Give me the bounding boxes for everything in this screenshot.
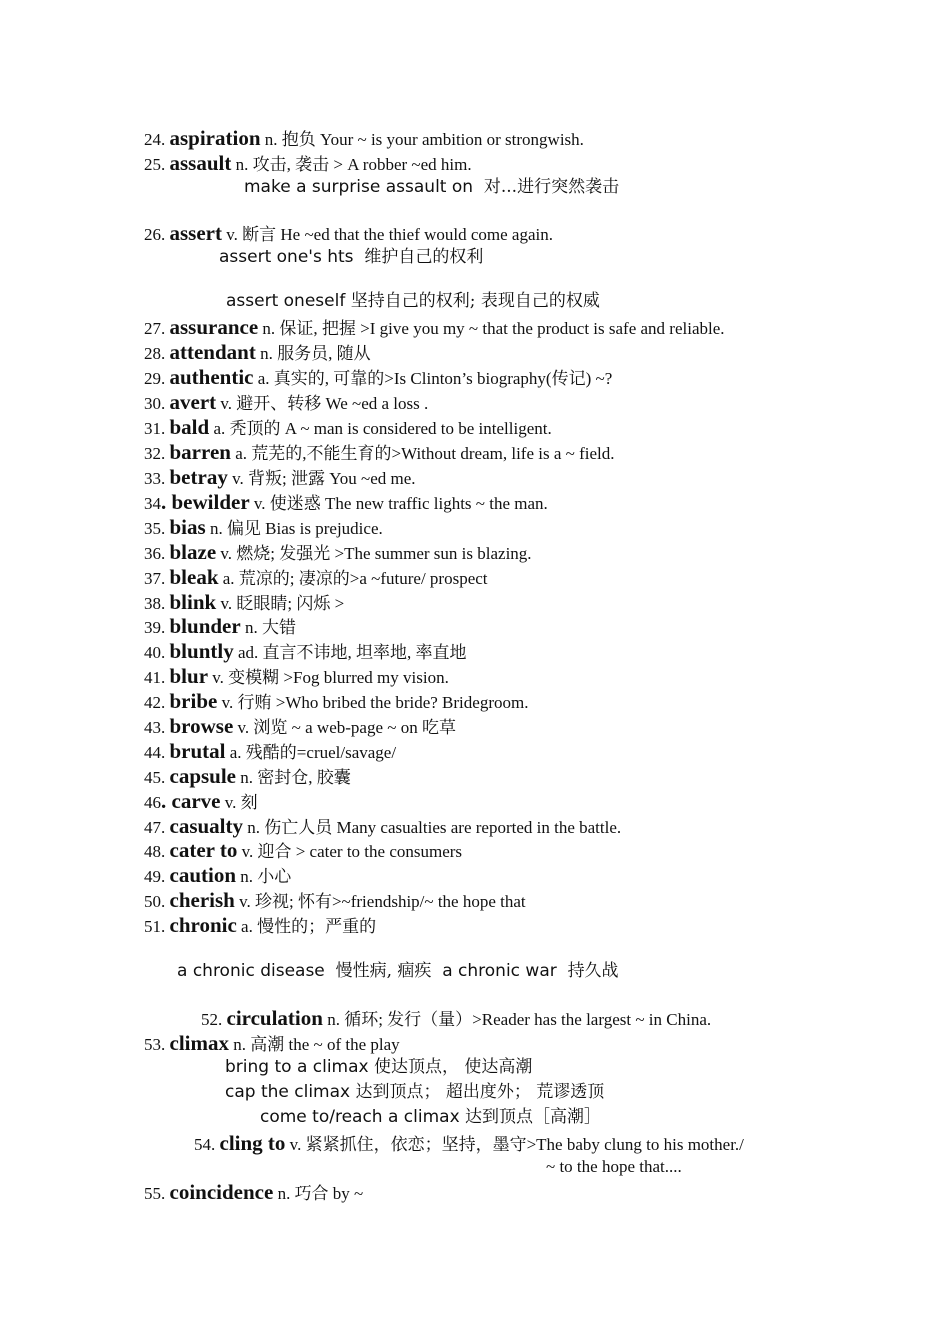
entry-45 — [144, 765, 351, 789]
entry-definition: v. 珍视; 怀有>~friendship/~ the hope that — [234, 892, 526, 911]
entry-number: 47. — [144, 818, 166, 837]
entry-definition: v. 变模糊 >Fog blurred my vision. — [208, 668, 449, 687]
entry-definition: a. 荒芜的,不能生育的>Without dream, life is a ~ field. — [230, 444, 615, 463]
entry-54 — [194, 1132, 744, 1156]
entry-41 — [144, 665, 449, 689]
phrase-line — [225, 1056, 532, 1078]
phrase-text: assert one's hts — [219, 247, 354, 267]
entry-word: circulation — [226, 1006, 323, 1030]
entry-word: capsule — [169, 764, 237, 788]
entry-26 — [144, 222, 553, 246]
entry-definition: v. 避开、转移 We ~ed a loss . — [216, 394, 429, 413]
entry-word: coincidence — [169, 1180, 274, 1204]
entry-definition: n. 巧合 by ~ — [273, 1184, 364, 1203]
entry-53 — [144, 1032, 400, 1056]
entry-definition: a. 荒凉的; 凄凉的>a ~future/ prospect — [218, 569, 488, 588]
entry-word: assert — [169, 221, 222, 245]
entry-definition: v. 浏览 ~ a web-page ~ on 吃草 — [233, 718, 456, 737]
entry-number: 30. — [144, 394, 166, 413]
entry-definition: v. 使迷惑 The new traffic lights ~ the man. — [249, 494, 548, 513]
entry-definition: a. 慢性的；严重的 — [236, 917, 377, 936]
phrase-meaning: 坚持自己的权利; 表现自己的权威 — [350, 291, 600, 311]
entry-definition: a. 残酷的=cruel/savage/ — [225, 743, 397, 762]
entry-word: . bewilder — [161, 490, 250, 514]
entry-number: 28. — [144, 344, 166, 363]
entry-word: . carve — [161, 789, 221, 813]
entry-number: 50. — [144, 892, 166, 911]
entry-number: 53. — [144, 1035, 166, 1054]
entry-definition: n. 攻击, 袭击 > A robber ~ed him. — [231, 155, 472, 174]
phrase-line — [260, 1106, 601, 1128]
entry-number: 45. — [144, 768, 166, 787]
entry-word: bald — [169, 415, 210, 439]
entry-39 — [144, 615, 296, 639]
entry-word: bribe — [169, 689, 218, 713]
phrase-line — [226, 290, 600, 312]
entry-number: 26. — [144, 225, 166, 244]
phrase-line — [225, 1081, 604, 1103]
entry-35 — [144, 516, 383, 540]
entry-definition: v. 紧紧抓住，依恋；坚持，墨守>The baby clung to his mother./ — [285, 1135, 744, 1154]
phrase-line — [244, 176, 619, 198]
phrase-meaning: 慢性病, 痼疾 — [335, 961, 432, 981]
entry-word: aspiration — [169, 126, 261, 150]
entry-definition: n. 保证, 把握 >I give you my ~ that the product is safe and reliable. — [258, 319, 725, 338]
entry-word: barren — [169, 440, 231, 464]
phrase-meaning: 达到顶点［高潮］ — [465, 1107, 602, 1127]
entry-number: 44. — [144, 743, 166, 762]
entry-49 — [144, 864, 291, 888]
entry-word: assurance — [169, 315, 259, 339]
entry-word: bluntly — [169, 639, 234, 663]
entry-word: authentic — [169, 365, 254, 389]
entry-definition: v. 断言 He ~ed that the thief would come again. — [221, 225, 553, 244]
entry-number: 42. — [144, 693, 166, 712]
continuation-line — [546, 1156, 682, 1178]
phrase-text: make a surprise assault on — [244, 177, 474, 197]
entry-number: 36. — [144, 544, 166, 563]
entry-34 — [144, 491, 548, 515]
entry-definition: v. 迎合 > cater to the consumers — [237, 842, 463, 861]
entry-definition: n. 密封仓, 胶囊 — [236, 768, 351, 787]
entry-number: 55. — [144, 1184, 166, 1203]
entry-word: attendant — [169, 340, 256, 364]
phrase-text: a chronic disease — [177, 961, 325, 981]
entry-number: 33. — [144, 469, 166, 488]
entry-word: blur — [169, 664, 209, 688]
entry-47 — [144, 815, 621, 839]
entry-number: 41. — [144, 668, 166, 687]
phrase-line — [177, 960, 619, 982]
entry-definition: ad. 直言不讳地, 坦率地, 率直地 — [233, 643, 467, 662]
phrase-meaning: 达到顶点； 超出度外； 荒谬透顶 — [355, 1082, 605, 1102]
entry-definition: n. 伤亡人员 Many casualties are reported in the battle. — [243, 818, 622, 837]
entry-word: cling to — [219, 1131, 286, 1155]
phrase-meaning: 维护自己的权利 — [364, 247, 484, 267]
entry-definition: n. 抱负 Your ~ is your ambition or strongwish. — [260, 130, 584, 149]
entry-number: 25. — [144, 155, 166, 174]
entry-number: 24. — [144, 130, 166, 149]
entry-36 — [144, 541, 532, 565]
entry-number: 48. — [144, 842, 166, 861]
entry-word: climax — [169, 1031, 229, 1055]
entry-definition: n. 大错 — [240, 618, 296, 637]
entry-42 — [144, 690, 528, 714]
entry-28 — [144, 341, 371, 365]
entry-46 — [144, 790, 258, 814]
phrase-text: come to/reach a climax — [260, 1107, 460, 1127]
entry-24 — [144, 127, 584, 151]
entry-number: 27. — [144, 319, 166, 338]
entry-30 — [144, 391, 428, 415]
entry-37 — [144, 566, 488, 590]
entry-25 — [144, 152, 472, 176]
entry-31 — [144, 416, 552, 440]
phrase-line — [219, 246, 483, 268]
entry-52 — [201, 1007, 711, 1031]
entry-word: assault — [169, 151, 232, 175]
entry-40 — [144, 640, 467, 664]
entry-38 — [144, 591, 344, 615]
entry-number: 31. — [144, 419, 166, 438]
entry-word: casualty — [169, 814, 243, 838]
entry-50 — [144, 889, 526, 913]
entry-definition: n. 偏见 Bias is prejudice. — [205, 519, 383, 538]
entry-number: 39. — [144, 618, 166, 637]
entry-27 — [144, 316, 725, 340]
entry-55 — [144, 1181, 363, 1205]
entry-word: bleak — [169, 565, 219, 589]
entry-number: 51. — [144, 917, 166, 936]
entry-definition: a. 秃顶的 A ~ man is considered to be intelligent. — [209, 419, 552, 438]
phrase-meaning: 使达顶点， 使达高潮 — [374, 1057, 533, 1077]
entry-word: cherish — [169, 888, 235, 912]
entry-word: betray — [169, 465, 228, 489]
entry-number: 52. — [201, 1010, 223, 1029]
entry-word: brutal — [169, 739, 226, 763]
entry-number: 46 — [144, 793, 161, 812]
entry-word: cater to — [169, 838, 238, 862]
entry-definition: v. 刻 — [220, 793, 258, 812]
entry-number: 43. — [144, 718, 166, 737]
entry-definition: n. 小心 — [236, 867, 292, 886]
continuation-text: ~ to the hope that.... — [546, 1157, 682, 1176]
phrase-text: assert oneself — [226, 291, 346, 311]
entry-number: 54. — [194, 1135, 216, 1154]
entry-number: 34 — [144, 494, 161, 513]
phrase-meaning: 对...进行突然袭击 — [483, 177, 620, 197]
entry-definition: v. 眨眼睛; 闪烁 > — [216, 594, 345, 613]
entry-32 — [144, 441, 614, 465]
entry-word: avert — [169, 390, 217, 414]
phrase-text: bring to a climax — [225, 1057, 369, 1077]
phrase-text: cap the climax — [225, 1082, 351, 1102]
entry-definition: n. 高潮 the ~ of the play — [228, 1035, 400, 1054]
entry-word: blaze — [169, 540, 217, 564]
entry-number: 32. — [144, 444, 166, 463]
entry-definition: n. 服务员, 随从 — [255, 344, 371, 363]
entry-word: blunder — [169, 614, 241, 638]
entry-word: bias — [169, 515, 206, 539]
entry-number: 35. — [144, 519, 166, 538]
entry-definition: n. 循环; 发行（量）>Reader has the largest ~ in China. — [322, 1010, 712, 1029]
phrase-meaning: 持久战 — [567, 961, 619, 981]
entry-number: 38. — [144, 594, 166, 613]
entry-29 — [144, 366, 612, 390]
phrase-text: a chronic war — [442, 961, 557, 981]
entry-definition: a. 真实的, 可靠的>Is Clinton’s biography(传记) ~? — [253, 369, 613, 388]
entry-word: chronic — [169, 913, 237, 937]
entry-number: 37. — [144, 569, 166, 588]
entry-word: blink — [169, 590, 217, 614]
entry-33 — [144, 466, 416, 490]
entry-definition: v. 燃烧; 发强光 >The summer sun is blazing. — [216, 544, 532, 563]
entry-number: 49. — [144, 867, 166, 886]
entry-word: caution — [169, 863, 237, 887]
entry-51 — [144, 914, 376, 938]
entry-number: 40. — [144, 643, 166, 662]
entry-48 — [144, 839, 462, 863]
entry-44 — [144, 740, 396, 764]
entry-definition: v. 背叛; 泄露 You ~ed me. — [227, 469, 416, 488]
entry-number: 29. — [144, 369, 166, 388]
entry-43 — [144, 715, 456, 739]
entry-definition: v. 行贿 >Who bribed the bride? Bridegroom. — [217, 693, 529, 712]
entry-word: browse — [169, 714, 234, 738]
